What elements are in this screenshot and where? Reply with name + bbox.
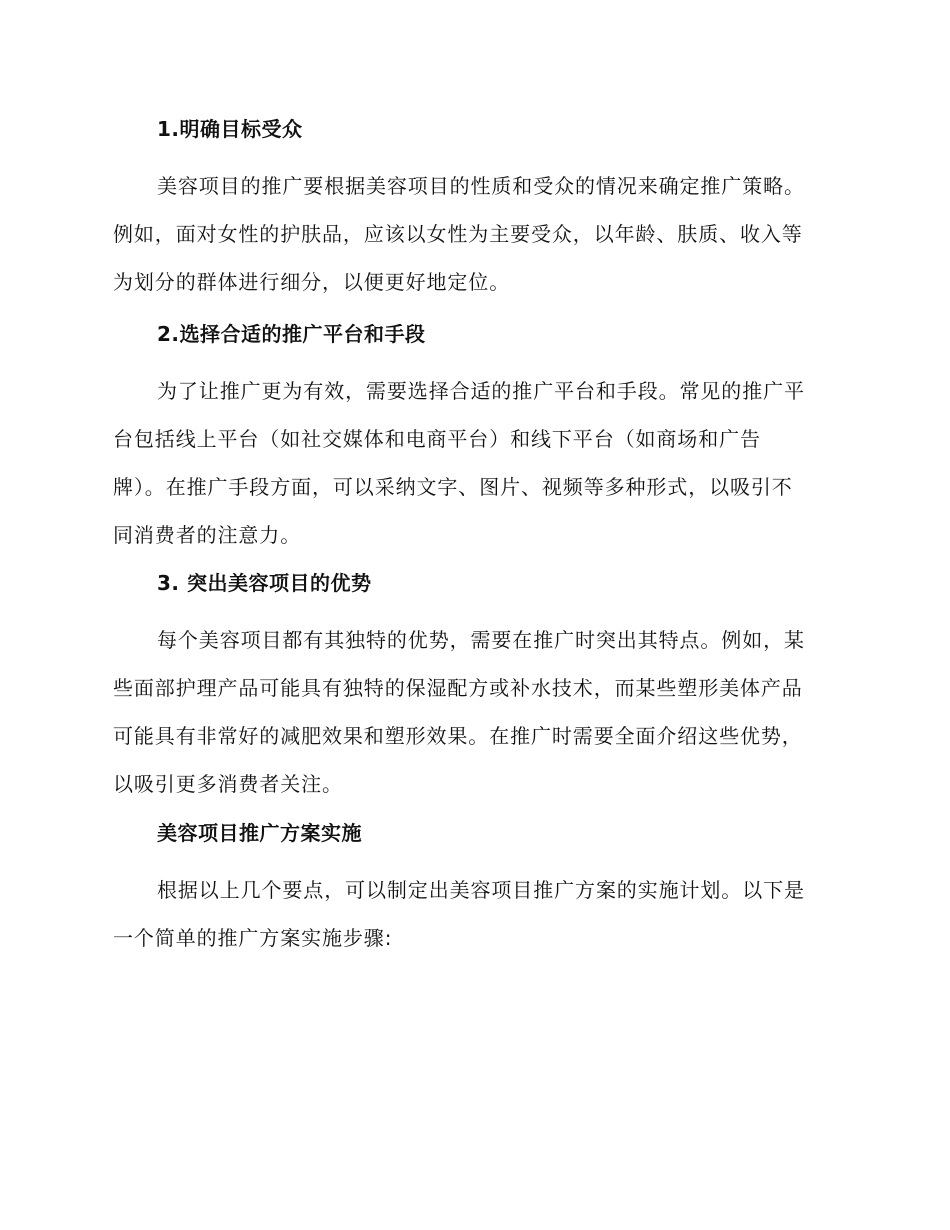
paragraph-line: 根据以上几个要点，可以制定出美容项目推广方案的实施计划。以下是: [157, 878, 805, 902]
paragraph-line: 牌）。在推广手段方面，可以采纳文字、图片、视频等多种形式，以吸引不: [113, 475, 793, 499]
section-heading: 美容项目推广方案实施: [157, 821, 362, 845]
section-heading: 2.选择合适的推广平台和手段: [157, 322, 426, 346]
paragraph-line: 一个简单的推广方案实施步骤:: [113, 926, 393, 950]
paragraph-line: 台包括线上平台（如社交媒体和电商平台）和线下平台（如商场和广告: [113, 427, 761, 451]
paragraph-line: 例如，面对女性的护肤品，应该以女性为主要受众，以年龄、肤质、收入等: [113, 222, 803, 246]
paragraph-line: 可能具有非常好的减肥效果和塑形效果。在推广时需要全面介绍这些优势，: [113, 724, 803, 748]
paragraph-line: 以吸引更多消费者关注。: [113, 772, 343, 796]
paragraph-line: 同消费者的注意力。: [113, 523, 302, 547]
paragraph-line: 为划分的群体进行细分，以便更好地定位。: [113, 270, 511, 294]
paragraph-line: 些面部护理产品可能具有独特的保湿配方或补水技术，而某些塑形美体产品: [113, 676, 803, 700]
section-paragraph: [113, 878, 833, 974]
section-paragraph: [113, 174, 833, 318]
paragraph-line: 为了让推广更为有效，需要选择合适的推广平台和手段。常见的推广平: [157, 379, 805, 403]
section-heading: 3. 突出美容项目的优势: [157, 571, 372, 595]
section-paragraph: [113, 379, 833, 571]
section-paragraph: [113, 628, 833, 820]
section-heading: 1.明确目标受众: [157, 117, 303, 141]
paragraph-line: 美容项目的推广要根据美容项目的性质和受众的情况来确定推广策略。: [157, 174, 805, 198]
paragraph-line: 每个美容项目都有其独特的优势，需要在推广时突出其特点。例如，某: [157, 628, 805, 652]
